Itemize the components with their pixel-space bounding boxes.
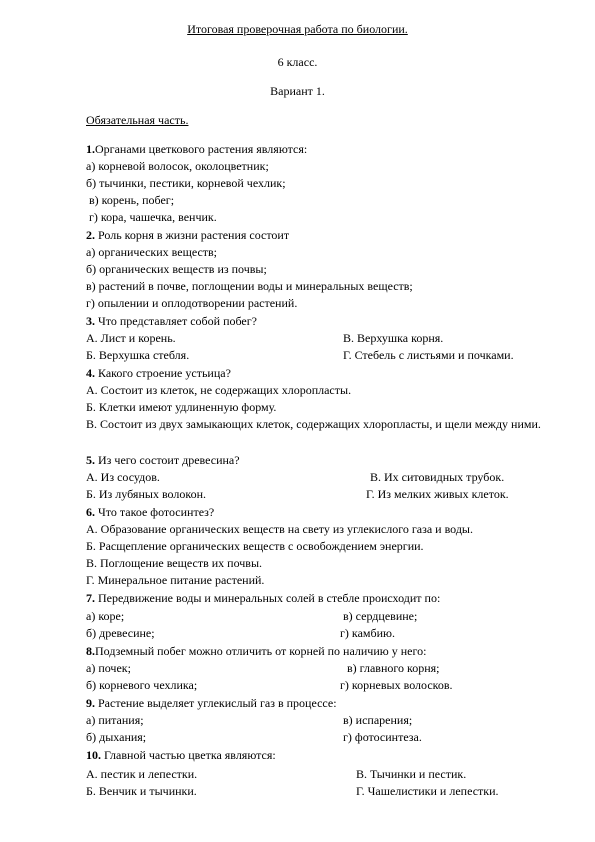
q6-option-c: В. Поглощение веществ их почвы. xyxy=(86,556,263,570)
question-3 xyxy=(86,313,257,329)
page-title: Итоговая проверочная работа по биологии. xyxy=(187,22,408,36)
question-5-text: Из чего состоит древесина? xyxy=(95,453,240,467)
q6-option-d: Г. Минеральное питание растений. xyxy=(86,573,265,587)
grade-label: 6 класс. xyxy=(277,55,318,69)
question-5 xyxy=(86,452,240,468)
question-5-number: 5. xyxy=(86,453,95,467)
question-1 xyxy=(86,141,307,157)
question-9-number: 9. xyxy=(86,696,95,710)
q10-option-b: Б. Венчик и тычинки. xyxy=(86,784,197,798)
q9-option-d: г) фотосинтеза. xyxy=(343,730,422,744)
question-6-number: 6. xyxy=(86,505,95,519)
question-2 xyxy=(86,227,289,243)
q4-option-a: А. Состоит из клеток, не содержащих хлоропласты. xyxy=(86,383,352,397)
q7-option-d: г) камбию. xyxy=(340,626,395,640)
q8-option-b: б) корневого чехлика; xyxy=(86,678,198,692)
q2-option-a: а) органических веществ; xyxy=(86,245,218,259)
question-3-number: 3. xyxy=(86,314,95,328)
question-4 xyxy=(86,365,231,381)
question-10 xyxy=(86,747,276,763)
question-10-text: Главной частью цветка являются: xyxy=(101,748,276,762)
question-7-text: Передвижение воды и минеральных солей в стебле происходит по: xyxy=(95,591,441,605)
q7-option-b: б) древесине; xyxy=(86,626,155,640)
q6-option-a: А. Образование органических веществ на свету из углекислого газа и воды. xyxy=(86,522,473,536)
q1-option-c: в) корень, побег; xyxy=(89,193,175,207)
q8-option-d: г) корневых волосков. xyxy=(340,678,453,692)
question-1-text: Органами цветкового растения являются: xyxy=(95,142,308,156)
q8-option-a: а) почек; xyxy=(86,661,131,675)
q10-option-c: В. Тычинки и пестик. xyxy=(356,767,467,781)
q7-option-c: в) сердцевине; xyxy=(343,609,418,623)
variant-label: Вариант 1. xyxy=(270,84,325,98)
q5-option-a: А. Из сосудов. xyxy=(86,470,160,484)
question-2-text: Роль корня в жизни растения состоит xyxy=(95,228,290,242)
q10-option-d: Г. Чашелистики и лепестки. xyxy=(356,784,499,798)
q10-option-a: А. пестик и лепестки. xyxy=(86,767,198,781)
q8-option-c: в) главного корня; xyxy=(347,661,440,675)
question-7 xyxy=(86,590,440,606)
question-8-text: Подземный побег можно отличить от корней по наличию у него: xyxy=(95,644,427,658)
question-4-text: Какого строение устьица? xyxy=(95,366,231,380)
q7-option-a: а) коре; xyxy=(86,609,125,623)
q5-option-c: В. Их ситовидных трубок. xyxy=(370,470,505,484)
q6-option-b: Б. Расщепление органических веществ с освобождением энергии. xyxy=(86,539,424,553)
q1-option-a: а) корневой волосок, околоцветник; xyxy=(86,159,269,173)
section-heading: Обязательная часть. xyxy=(86,113,189,127)
question-6-text: Что такое фотосинтез? xyxy=(95,505,215,519)
q9-option-c: в) испарения; xyxy=(343,713,413,727)
q9-option-a: а) питания; xyxy=(86,713,144,727)
question-8-number: 8. xyxy=(86,644,95,658)
question-9-text: Растение выделяет углекислый газ в процессе: xyxy=(95,696,337,710)
q3-option-b: Б. Верхушка стебля. xyxy=(86,348,190,362)
q3-option-a: А. Лист и корень. xyxy=(86,331,176,345)
question-8 xyxy=(86,643,426,659)
question-6 xyxy=(86,504,214,520)
q4-option-c: В. Состоит из двух замыкающих клеток, содержащих хлоропласты, и щели между ними. xyxy=(86,417,541,431)
question-1-number: 1. xyxy=(86,142,95,156)
q2-option-c: в) растений в почве, поглощении воды и минеральных веществ; xyxy=(86,279,413,293)
q2-option-d: г) опылении и оплодотворении растений. xyxy=(86,296,298,310)
q1-option-b: б) тычинки, пестики, корневой чехлик; xyxy=(86,176,286,190)
q5-option-d: Г. Из мелких живых клеток. xyxy=(366,487,509,501)
q3-option-d: Г. Стебель с листьями и почками. xyxy=(343,348,514,362)
question-10-number: 10. xyxy=(86,748,101,762)
q4-option-b: Б. Клетки имеют удлиненную форму. xyxy=(86,400,277,414)
question-9 xyxy=(86,695,337,711)
question-4-number: 4. xyxy=(86,366,95,380)
q9-option-b: б) дыхания; xyxy=(86,730,147,744)
q1-option-d: г) кора, чашечка, венчик. xyxy=(89,210,217,224)
q2-option-b: б) органических веществ из почвы; xyxy=(86,262,267,276)
q3-option-c: В. Верхушка корня. xyxy=(343,331,444,345)
question-2-number: 2. xyxy=(86,228,95,242)
q5-option-b: Б. Из лубяных волокон. xyxy=(86,487,206,501)
question-7-number: 7. xyxy=(86,591,95,605)
question-3-text: Что представляет собой побег? xyxy=(95,314,258,328)
